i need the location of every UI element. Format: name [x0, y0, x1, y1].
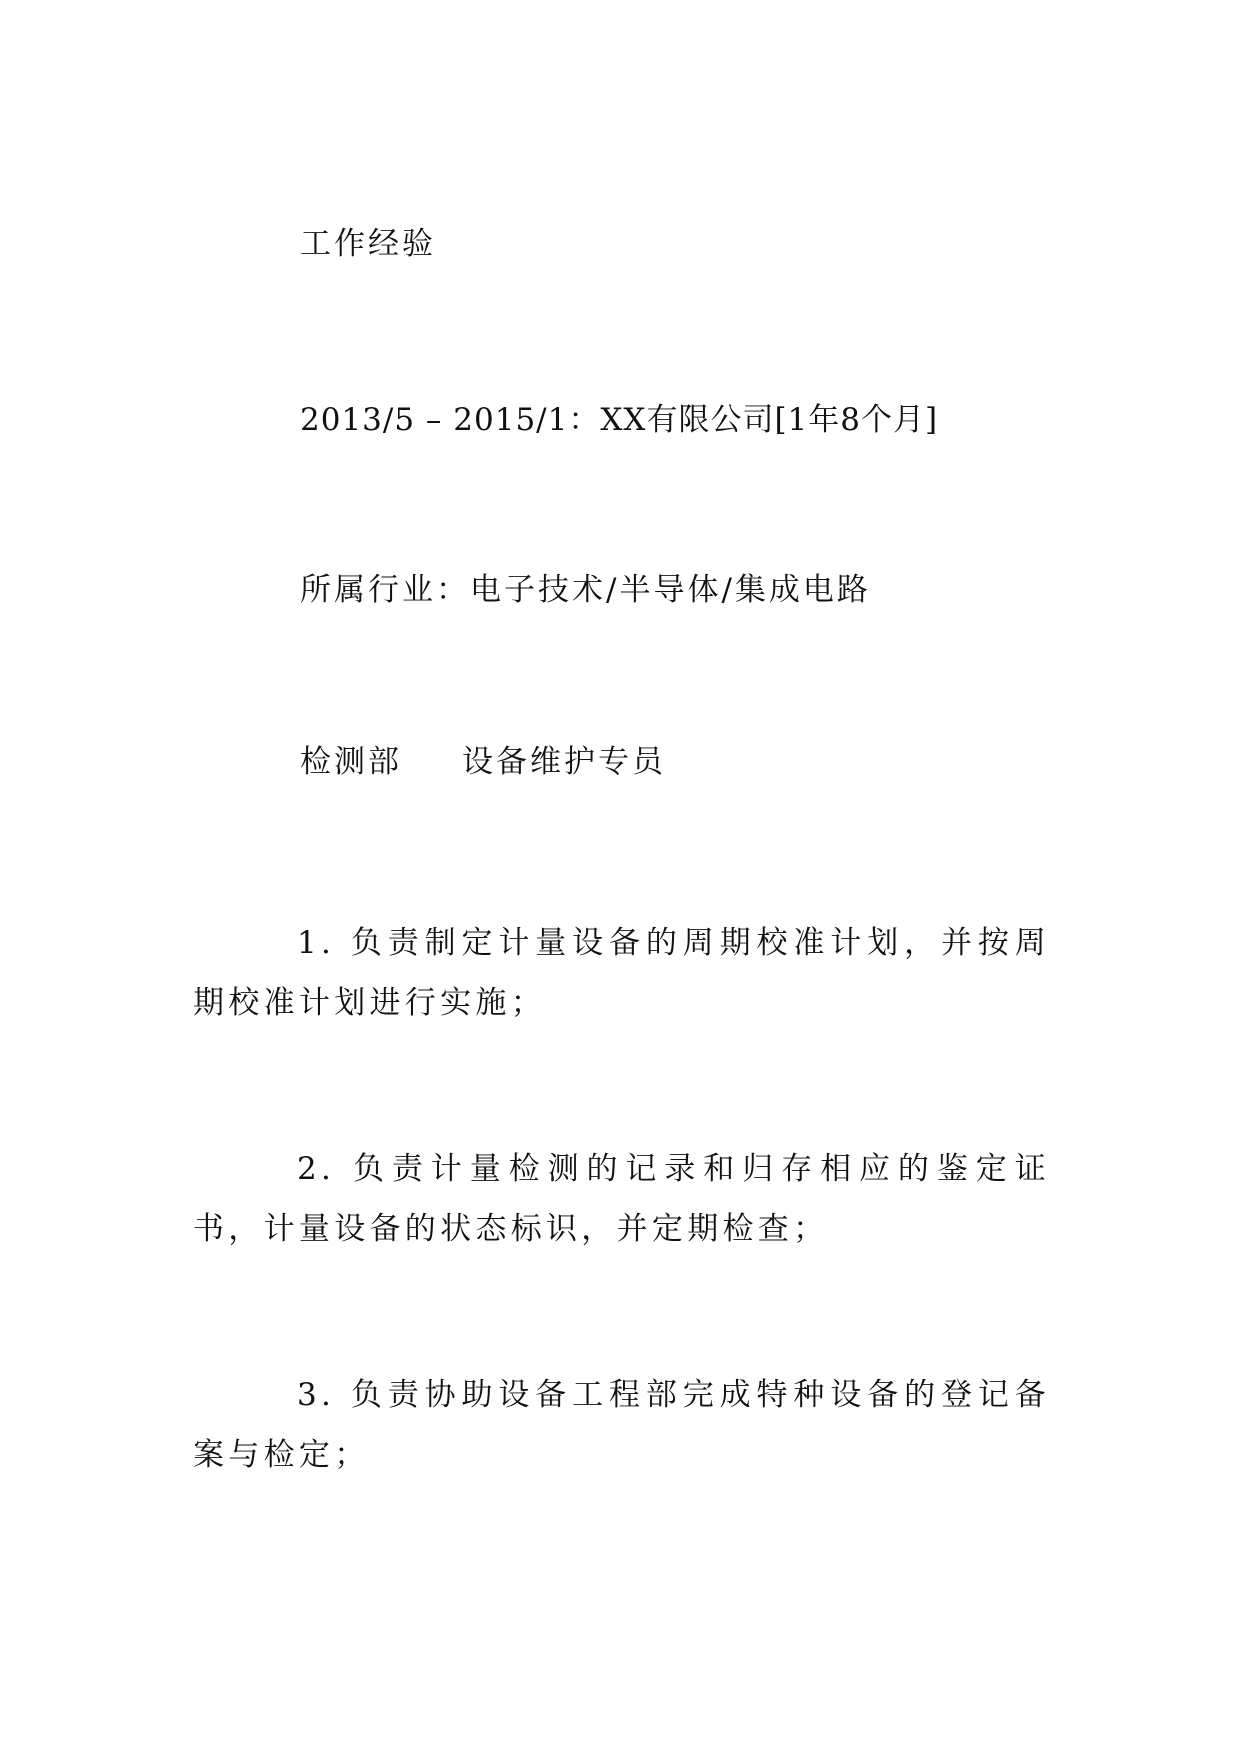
employment-period: 2013/5 – 2015/1：XX有限公司[1年8个月]	[300, 402, 939, 438]
industry-line: 所属行业：电子技术/半导体/集成电路	[300, 572, 871, 608]
duty-item: 1. 负责制定计量设备的周期校准计划，并按周期校准计划进行实施；	[193, 925, 1050, 1021]
department-line	[300, 742, 666, 782]
section-heading: 工作经验	[300, 226, 436, 262]
job-title: 设备维护专员	[462, 744, 666, 780]
duty-item: 2. 负责计量检测的记录和归存相应的鉴定证书，计量设备的状态标识，并定期检查；	[193, 1151, 1050, 1247]
department-name: 检测部	[300, 744, 402, 780]
duty-item: 3. 负责协助设备工程部完成特种设备的登记备案与检定；	[193, 1377, 1050, 1473]
